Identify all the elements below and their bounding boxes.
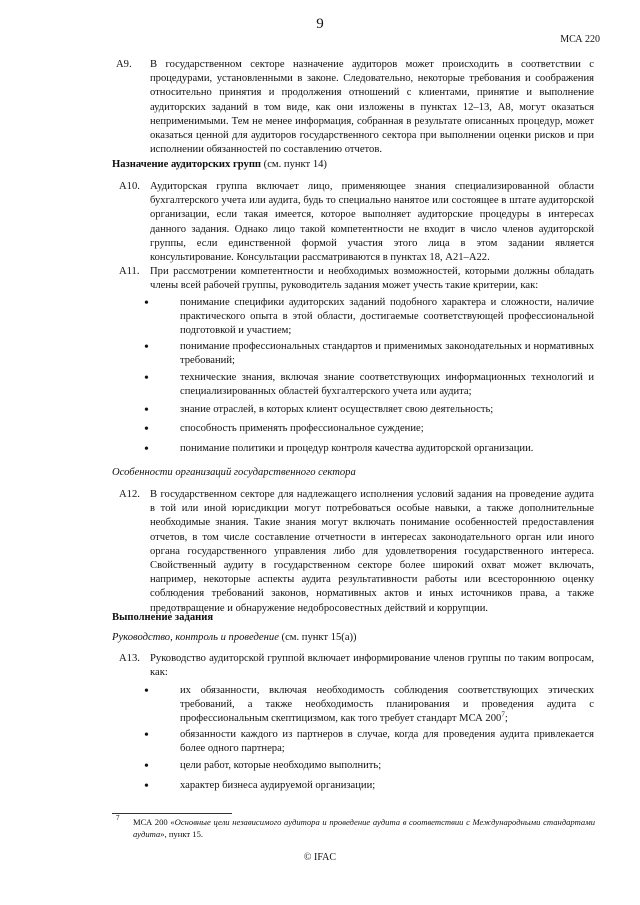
bullet-icon: • xyxy=(144,296,149,311)
footnote-suffix: », пункт 15. xyxy=(160,829,204,839)
a13-bullet-4: характер бизнеса аудируемой организации; xyxy=(180,780,376,791)
paragraph-a9: В государственном секторе назначение аудиторов может происходить в соответствии с процедурами, установленными в законе. Следовательно, некоторые требования и соображения относительно принятия и продолжения отношений с клиентами, принятие и выполнение аудиторских заданий в том виде, как они изложены в пунктах 12–13, A8, могут оказаться неприменимыми. Тем не менее информация, собранная в результате описанных процедур, может оказаться ценной для аудиторов государственного сектора при выполнении оценки рисков и при исполнении обязанностей по составлению отчетов. xyxy=(150,59,594,156)
paragraph-a10: Аудиторская группа включает лицо, применяющее знания специализированной области бухгалтерского учета или аудита, будь то специально нанятое или состоящее в штате аудиторской организации, если такая имеется, которое выполняет аудиторские процедуры в интересах данного задания. Однако лицо такой компетентности не входит в число членов аудиторской группы, если единственной формой участия этого лица в этом задании является консультирование. Консультации рассматриваются в пунктах 18, A21–A22. xyxy=(150,181,594,264)
paragraph-a12: В государственном секторе для надлежащего исполнения условий задания на проведение аудита в той или иной юрисдикции могут потребоваться особые навыки, а также дополнительные необходимые знания. Такие знания могут включать понимание особенностей предоставления отчетов, в том числе составление отчетности в интересах законодательного орган или иного органа государственного управления либо для удовлетворения государственного интереса. Свойственный аудиту в государственном секторе более широкий охват может включать, например, некоторые аспекты аудита результативности работы или всестороннюю оценку соблюдения требований законов, нормативных актов и иных источников права, а также предотвращение и обнаружение недобросовестных действий и коррупции. xyxy=(150,489,594,614)
footnote-text xyxy=(133,816,595,840)
heading-teams-ref: (см. пункт 14) xyxy=(261,159,327,170)
paragraph-a13: Руководство аудиторской группой включает информирование членов группы по таким вопросам, как: xyxy=(150,653,594,679)
bullet-icon: • xyxy=(144,403,149,418)
bullet-icon: • xyxy=(144,728,149,743)
bullet-icon: • xyxy=(144,759,149,774)
subheading-public-sector: Особенности организаций государственного сектора xyxy=(112,467,356,478)
page-number: 9 xyxy=(316,16,324,32)
footnote-title: Основные цели независимого аудитора и проведение аудита в соответствии с Международными стандартами аудита xyxy=(133,817,595,839)
heading-teams-text: Назначение аудиторских групп xyxy=(112,159,262,170)
paragraph-label-a10: A10. xyxy=(119,181,140,192)
subheading-direction-ref: (см. пункт 15(a)) xyxy=(278,632,357,643)
a11-bullet-4: знание отраслей, в которых клиент осуществляет свою деятельность; xyxy=(180,404,494,415)
footnote-ref: 7 xyxy=(501,710,505,719)
a11-bullet-6: понимание политики и процедур контроля качества аудиторской организации. xyxy=(180,443,534,454)
bullet-icon: • xyxy=(144,779,149,794)
paragraph-label-a13: A13. xyxy=(119,653,140,664)
a13-bullet-1 xyxy=(180,684,594,727)
subheading-direction-text: Руководство, контроль и проведение xyxy=(112,632,279,643)
a11-bullet-5: способность применять профессиональное суждение; xyxy=(180,423,424,434)
paragraph-label-a11: A11. xyxy=(119,266,140,277)
paragraph-a11: При рассмотрении компетентности и необходимых возможностей, которыми должны обладать члены всей рабочей группы, руководитель задания может учесть такие критерии, как: xyxy=(150,266,594,292)
paragraph-label-a12: A12. xyxy=(119,489,140,500)
a13-bullet-1-tail: ; xyxy=(504,713,508,725)
copyright-footer: © IFAC xyxy=(303,852,337,863)
a11-bullet-3: технические знания, включая знание соответствующих информационных технологий и специализированных областей бухгалтерского учета или аудита; xyxy=(180,372,594,398)
document-code: МСА 220 xyxy=(560,34,600,45)
footnote-prefix: МСА 200 « xyxy=(133,817,175,827)
a11-bullet-2: понимание профессиональных стандартов и применимых законодательных и нормативных требований; xyxy=(180,341,594,367)
paragraph-label-a9: A9. xyxy=(116,59,132,70)
footnote-divider xyxy=(112,813,232,814)
footnote-mark: 7 xyxy=(116,814,120,822)
a13-bullet-3: цели работ, которые необходимо выполнить; xyxy=(180,760,382,771)
a11-bullet-1: понимание специфики аудиторских заданий подобного характера и сложности, наличие практического опыта в этой области, достигаемые соответствующей профессиональной подготовкой и участием; xyxy=(180,297,594,337)
a13-bullet-2: обязанности каждого из партнеров в случае, когда для проведения аудита привлекается более одного партнера; xyxy=(180,729,594,755)
section-heading-performance: Выполнение задания xyxy=(112,612,214,623)
bullet-icon: • xyxy=(144,371,149,386)
bullet-icon: • xyxy=(144,340,149,355)
subheading-direction xyxy=(112,631,357,645)
a13-bullet-1-text: их обязанности, включая необходимость соблюдения соответствующих этических требований, а также необходимость планирования и проведения аудита с профессиональным скептицизмом, как того требует стандарт МСА 200 xyxy=(180,685,594,725)
bullet-icon: • xyxy=(144,442,149,457)
bullet-icon: • xyxy=(144,684,149,699)
bullet-icon: • xyxy=(144,422,149,437)
section-heading-teams xyxy=(112,158,327,172)
